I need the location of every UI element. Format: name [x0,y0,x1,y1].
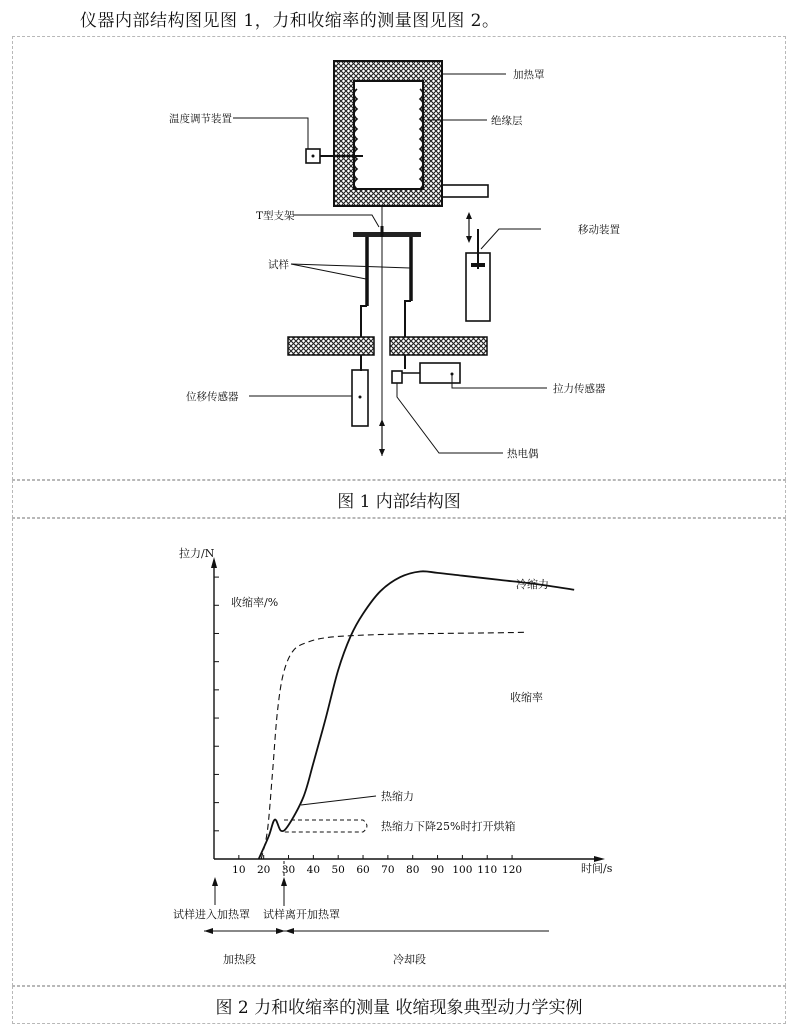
side-tube-shape [442,185,488,197]
x-tick-label: 40 [306,864,321,876]
series-label-heat-shrink: 热缩力 [381,790,414,803]
tension-sensor-shape [420,363,460,383]
x-tick-label: 100 [452,864,473,876]
x-tick-label: 110 [477,864,498,876]
label-t-bracket: T型支架 [256,210,295,222]
label-sample: 试样 [268,259,289,271]
label-temp-adjust: 温度调节装置 [169,113,232,125]
annotation-text: 热缩力下降25%时打开烘箱 [381,820,516,833]
x-tick-label: 30 [281,864,296,876]
series-line-force [259,571,574,859]
x-tick-label: 80 [406,864,420,876]
label-insulation: 绝缘层 [491,115,523,127]
base-plate-right [390,337,487,355]
x-tick-label: 90 [430,864,445,876]
thermocouple-shape [392,371,402,383]
figure1-caption: 图 1 内部结构图 [12,480,786,518]
label-tension-sensor: 拉力传感器 [553,383,606,395]
event-leave-label: 试样离开加热罩 [263,908,340,921]
series-label-cold-shrink: 冷缩力 [516,578,549,591]
x-tick-label: 50 [331,864,345,876]
x-tick-label: 120 [502,864,523,876]
label-thermocouple: 热电偶 [507,448,539,460]
intro-text: 仪器内部结构图见图 1，力和收缩率的测量图见图 2。 [80,11,500,31]
figure1-panel [12,36,786,480]
x-tick-label: 20 [256,864,271,876]
label-heating-cover: 加热罩 [513,69,545,81]
figure2-caption: 图 2 力和收缩率的测量 收缩现象典型动力学实例 [12,986,786,1024]
x-tick-label: 60 [356,864,370,876]
t-bracket-shape [353,232,421,237]
figure1-diagram [13,37,787,481]
base-plate-left [288,337,374,355]
heating-cover-shape [334,61,442,206]
x-tick-label: 10 [232,864,246,876]
x-tick-label: 70 [381,864,395,876]
figure2-panel [12,518,786,986]
phase-heating-label: 加热段 [223,953,256,966]
label-displacement-sensor: 位移传感器 [186,391,239,403]
x-axis-label: 时间/s [581,862,613,875]
event-enter-label: 试样进入加热罩 [173,908,250,921]
annotation-box [284,820,367,832]
phase-cooling-label: 冷却段 [393,953,426,966]
series-label-shrinkage-rate: 收缩率 [510,691,543,704]
y2-label: 收缩率/% [231,596,279,609]
y-axis-label: 拉力/N [179,547,215,560]
figure2-chart [13,519,787,987]
label-moving-device: 移动装置 [578,224,620,236]
